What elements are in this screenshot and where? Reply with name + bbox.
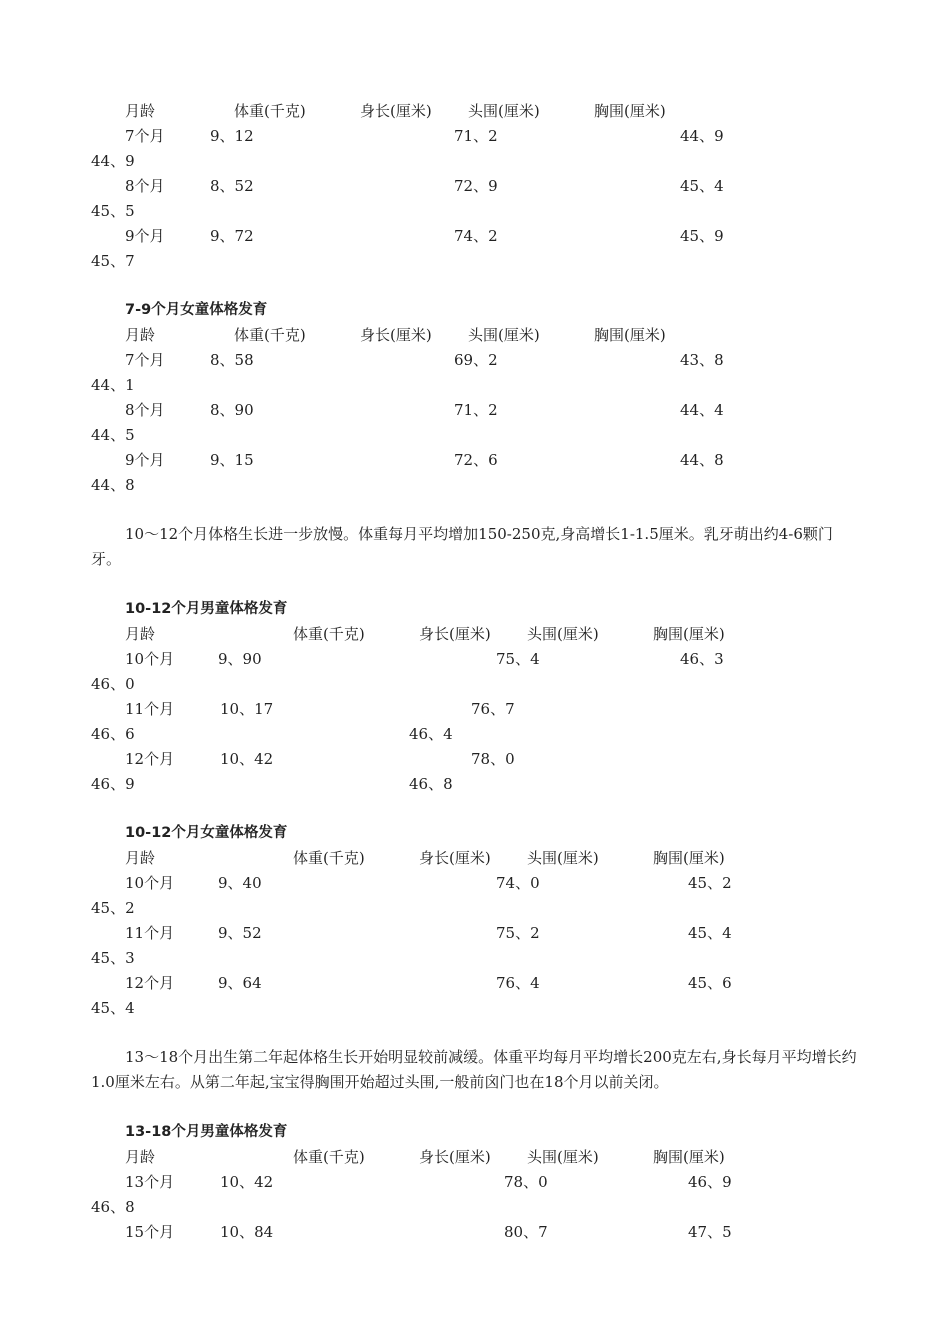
header-chest: 胸围(厘米) [653, 849, 725, 867]
cell-weight: 10、84 [220, 1223, 274, 1241]
header-length: 身长(厘米) [360, 326, 432, 344]
cell-value: 72、6 [454, 451, 498, 469]
cell-value: 46、6 [91, 725, 135, 743]
cell-value: 46、4 [409, 725, 453, 743]
header-weight: 体重(千克) [234, 326, 306, 344]
header-chest: 胸围(厘米) [594, 326, 666, 344]
cell-weight: 8、90 [210, 401, 254, 419]
cell-month: 8个月 [125, 401, 165, 419]
cell-month: 11个月 [125, 924, 175, 942]
cell-value: 45、3 [91, 949, 135, 967]
cell-value: 71、2 [454, 127, 498, 145]
cell-value: 74、2 [454, 227, 498, 245]
cell-value: 76、7 [471, 700, 515, 718]
cell-value: 80、7 [504, 1223, 548, 1241]
cell-value: 75、4 [496, 650, 540, 668]
cell-weight: 10、42 [220, 750, 274, 768]
cell-value: 45、4 [688, 924, 732, 942]
cell-value: 46、0 [91, 675, 135, 693]
header-head: 头围(厘米) [527, 1148, 599, 1166]
cell-value: 44、1 [91, 376, 135, 394]
header-length: 身长(厘米) [419, 849, 491, 867]
cell-month: 10个月 [125, 650, 175, 668]
header-month: 月龄 [125, 1148, 156, 1166]
cell-value: 78、0 [471, 750, 515, 768]
cell-value: 45、4 [91, 999, 135, 1017]
cell-value: 44、9 [91, 152, 135, 170]
cell-weight: 9、40 [218, 874, 262, 892]
cell-value: 45、7 [91, 252, 135, 270]
cell-value: 45、4 [680, 177, 724, 195]
cell-month: 8个月 [125, 177, 165, 195]
section-title: 13-18个月男童体格发育 [125, 1124, 288, 1140]
cell-value: 44、4 [680, 401, 724, 419]
cell-value: 69、2 [454, 351, 498, 369]
cell-month: 11个月 [125, 700, 175, 718]
cell-value: 45、6 [688, 974, 732, 992]
cell-weight: 10、42 [220, 1173, 274, 1191]
header-month: 月龄 [125, 326, 156, 344]
header-head: 头围(厘米) [468, 102, 540, 120]
cell-value: 44、8 [91, 476, 135, 494]
cell-value: 72、9 [454, 177, 498, 195]
cell-value: 46、9 [91, 775, 135, 793]
header-weight: 体重(千克) [293, 1148, 365, 1166]
cell-weight: 8、58 [210, 351, 254, 369]
cell-weight: 9、90 [218, 650, 262, 668]
header-head: 头围(厘米) [468, 326, 540, 344]
cell-month: 10个月 [125, 874, 175, 892]
cell-value: 45、2 [688, 874, 732, 892]
paragraph: 13～18个月出生第二年起体格生长开始明显较前减缓。体重平均每月平均增长200克左右,身长每月平均增长约1.0厘米左右。从第二年起,宝宝得胸围开始超过头围,一般前囟门也在18个月以前关闭。 [91, 1048, 857, 1091]
section-title: 10-12个月男童体格发育 [125, 601, 288, 617]
cell-value: 44、9 [680, 127, 724, 145]
header-month: 月龄 [125, 625, 156, 643]
cell-value: 44、8 [680, 451, 724, 469]
header-length: 身长(厘米) [360, 102, 432, 120]
header-weight: 体重(千克) [293, 849, 365, 867]
cell-value: 71、2 [454, 401, 498, 419]
cell-month: 7个月 [125, 127, 165, 145]
header-month: 月龄 [125, 102, 156, 120]
cell-month: 15个月 [125, 1223, 175, 1241]
cell-weight: 9、72 [210, 227, 254, 245]
cell-month: 12个月 [125, 750, 175, 768]
cell-weight: 10、17 [220, 700, 274, 718]
cell-month: 7个月 [125, 351, 165, 369]
cell-month: 12个月 [125, 974, 175, 992]
header-weight: 体重(千克) [234, 102, 306, 120]
section-title: 10-12个月女童体格发育 [125, 825, 288, 841]
cell-value: 45、9 [680, 227, 724, 245]
cell-weight: 9、15 [210, 451, 254, 469]
header-chest: 胸围(厘米) [653, 625, 725, 643]
cell-value: 74、0 [496, 874, 540, 892]
header-weight: 体重(千克) [293, 625, 365, 643]
cell-value: 75、2 [496, 924, 540, 942]
cell-value: 47、5 [688, 1223, 732, 1241]
header-head: 头围(厘米) [527, 625, 599, 643]
cell-value: 43、8 [680, 351, 724, 369]
header-month: 月龄 [125, 849, 156, 867]
cell-month: 9个月 [125, 451, 165, 469]
cell-value: 45、5 [91, 202, 135, 220]
header-head: 头围(厘米) [527, 849, 599, 867]
cell-value: 46、9 [688, 1173, 732, 1191]
header-chest: 胸围(厘米) [653, 1148, 725, 1166]
cell-month: 13个月 [125, 1173, 175, 1191]
cell-weight: 9、64 [218, 974, 262, 992]
cell-month: 9个月 [125, 227, 165, 245]
cell-value: 44、5 [91, 426, 135, 444]
cell-value: 45、2 [91, 899, 135, 917]
cell-value: 46、8 [91, 1198, 135, 1216]
cell-weight: 9、12 [210, 127, 254, 145]
cell-weight: 8、52 [210, 177, 254, 195]
cell-value: 78、0 [504, 1173, 548, 1191]
cell-value: 76、4 [496, 974, 540, 992]
section-title: 7-9个月女童体格发育 [125, 302, 268, 318]
header-length: 身长(厘米) [419, 625, 491, 643]
cell-weight: 9、52 [218, 924, 262, 942]
cell-value: 46、8 [409, 775, 453, 793]
header-chest: 胸围(厘米) [594, 102, 666, 120]
paragraph: 10～12个月体格生长进一步放慢。体重每月平均增加150-250克,身高增长1-1.5厘米。乳牙萌出约4-6颗门牙。 [91, 525, 833, 568]
cell-value: 46、3 [680, 650, 724, 668]
header-length: 身长(厘米) [419, 1148, 491, 1166]
